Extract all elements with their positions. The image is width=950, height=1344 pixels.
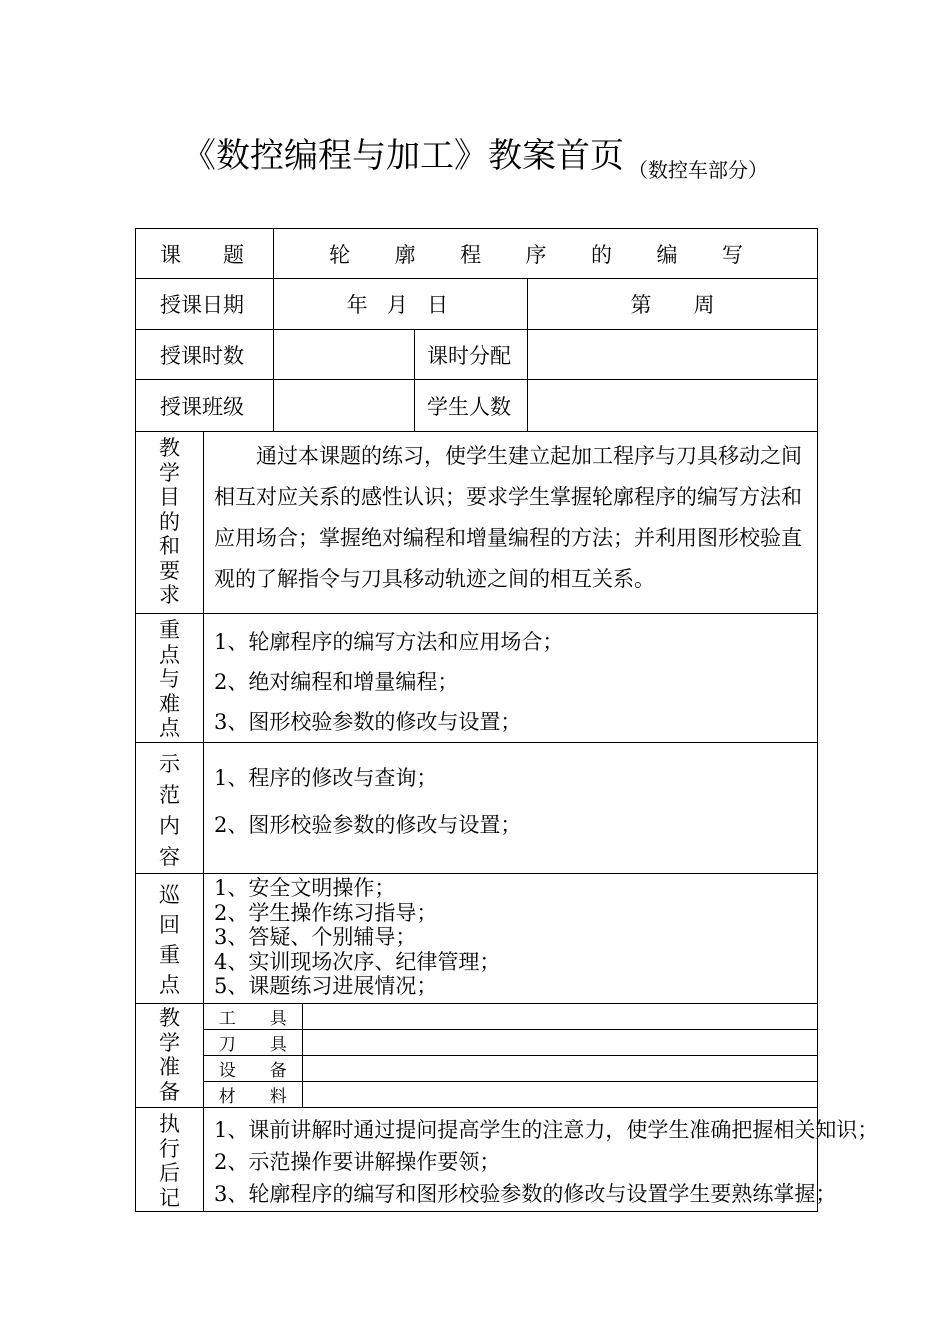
allocation-label: 课时分配	[415, 330, 528, 380]
topic-label: 课 题	[136, 229, 274, 279]
list-item: 2、学生操作练习指导；	[214, 900, 438, 925]
postscript-list	[204, 1108, 879, 1212]
page-subtitle: （数控车部分）	[628, 158, 768, 182]
students-label: 学生人数	[415, 380, 528, 432]
week-value: 第 周	[528, 279, 818, 330]
list-item: 3、轮廓程序的编写和图形校验参数的修改与设置学生要熟练掌握；	[214, 1182, 837, 1206]
key-points-list	[204, 614, 818, 743]
postscript-row	[136, 1108, 818, 1212]
patrol-row	[136, 874, 818, 1004]
list-item: 3、图形校验参数的修改与设置；	[214, 710, 522, 734]
preparation-row	[136, 1004, 818, 1108]
list-item: 3、答疑、个别辅导；	[214, 925, 417, 950]
list-item: 1、安全文明操作；	[214, 876, 396, 900]
objectives-row	[136, 432, 818, 614]
date-row	[136, 279, 818, 330]
prep-tools-label: 工 具	[204, 1004, 302, 1030]
lesson-plan-table	[135, 228, 879, 1212]
page-title: 《数控编程与加工》教案首页	[182, 136, 624, 176]
preparation-cell	[204, 1004, 818, 1108]
demo-list	[204, 743, 818, 874]
list-item: 1、课前讲解时通过提问提高学生的注意力，使学生准确把握相关知识；	[214, 1118, 879, 1142]
hours-value	[274, 330, 415, 380]
allocation-value	[528, 330, 818, 380]
list-item: 2、图形校验参数的修改与设置；	[214, 813, 522, 837]
topic-row	[136, 229, 818, 279]
list-item: 1、轮廓程序的编写方法和应用场合；	[214, 630, 564, 654]
date-label: 授课日期	[136, 279, 274, 330]
list-item: 2、示范操作要讲解操作要领；	[214, 1150, 501, 1174]
patrol-list	[204, 874, 818, 1004]
preparation-table	[204, 1004, 817, 1107]
students-value	[528, 380, 818, 432]
page-title-block	[0, 128, 950, 182]
class-row	[136, 380, 818, 432]
objectives-text: 通过本课题的练习，使学生建立起加工程序与刀具移动之间相互对应关系的感性认识；要求学生掌握轮廓程序的编写方法和应用场合；掌握绝对编程和增量编程的方法；并利用图形校验直观的了解指令与刀具移动轨迹之间的相互关系。	[204, 432, 818, 614]
class-value	[274, 380, 415, 432]
postscript-label: 执 行 后 记	[136, 1108, 204, 1212]
topic-value: 轮 廓 程 序 的 编 写	[274, 229, 818, 279]
list-item: 1、程序的修改与查询；	[214, 766, 438, 790]
patrol-label: 巡 回 重 点	[136, 874, 204, 1004]
objectives-label: 教 学 目 的 和 要 求	[136, 432, 204, 614]
prep-cutters-label: 刀 具	[204, 1030, 302, 1056]
list-item: 5、课题练习进展情况；	[214, 974, 438, 999]
hours-row	[136, 330, 818, 380]
list-item: 4、实训现场次序、纪律管理；	[214, 949, 501, 974]
prep-cutters-value	[302, 1030, 817, 1056]
demo-label: 示 范 内 容	[136, 743, 204, 874]
preparation-label: 教 学 准 备	[136, 1004, 204, 1108]
prep-equipment-label: 设 备	[204, 1056, 302, 1082]
class-label: 授课班级	[136, 380, 274, 432]
prep-equipment-value	[302, 1056, 817, 1082]
prep-tools-value	[302, 1004, 817, 1030]
hours-label: 授课时数	[136, 330, 274, 380]
key-points-label: 重 点 与 难 点	[136, 614, 204, 743]
demo-row	[136, 743, 818, 874]
prep-materials-value	[302, 1082, 817, 1108]
list-item: 2、绝对编程和增量编程；	[214, 670, 459, 694]
prep-materials-label: 材 料	[204, 1082, 302, 1108]
date-value: 年 月 日	[274, 279, 528, 330]
key-points-row	[136, 614, 818, 743]
